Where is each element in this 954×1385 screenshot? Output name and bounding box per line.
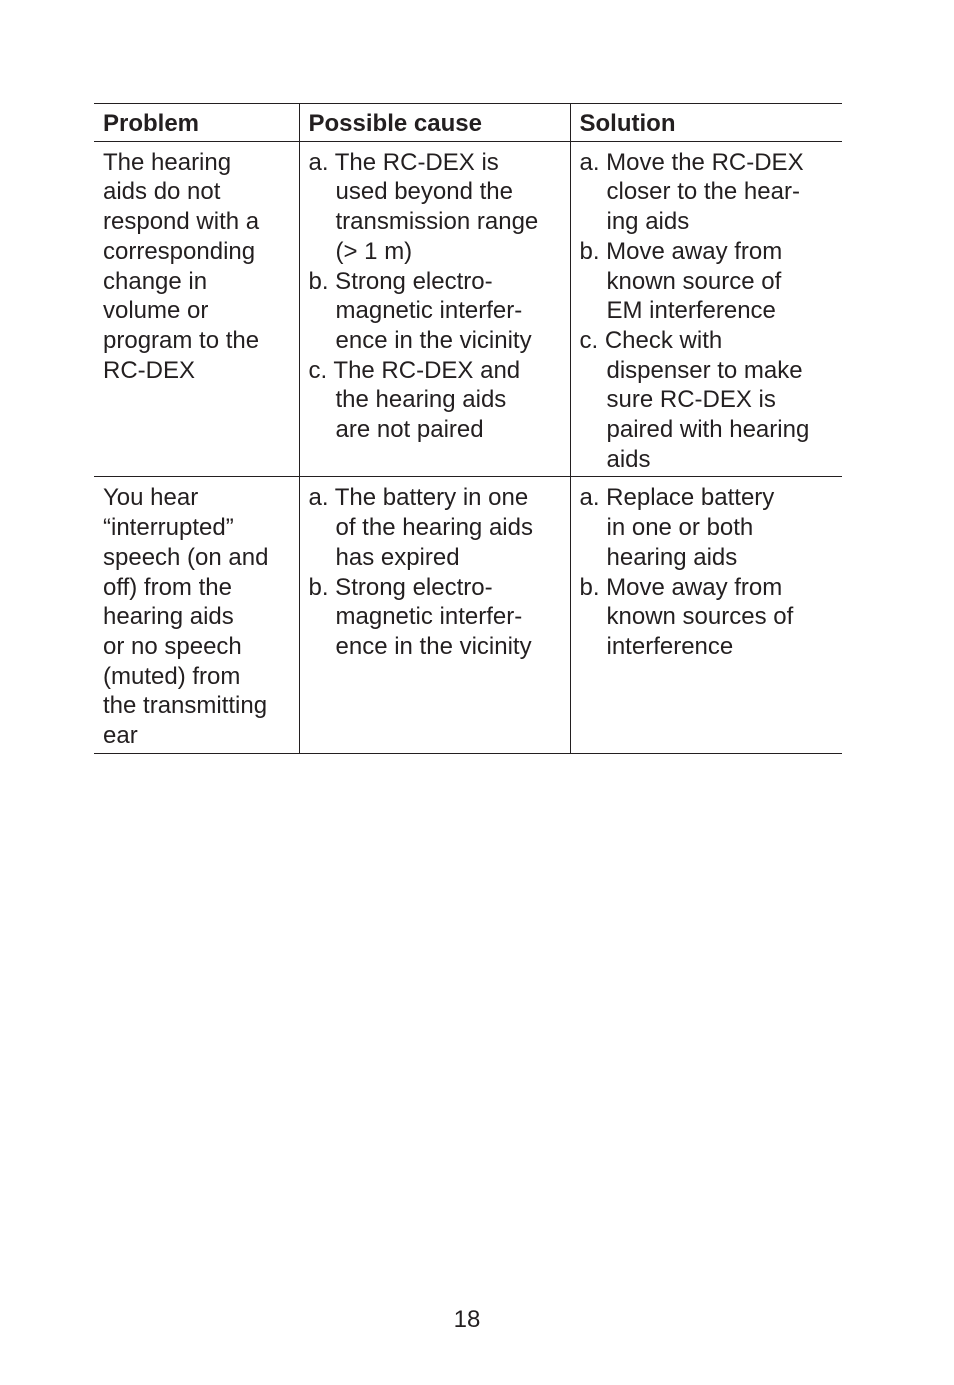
cause-line: c. The RC-DEX and [308,356,521,384]
problem-line: change in [103,267,208,295]
problem-line: off) from the [103,573,232,601]
cause-line: (> 1 m) [335,237,413,265]
cause-line: are not paired [335,416,484,444]
problem-line: You hear [103,484,199,512]
solution-line: a. Replace battery [579,484,775,512]
solution-line: c. Check with [579,326,723,354]
problem-line: program to the [103,326,260,354]
table-row [94,477,842,753]
problem-line: respond with a [103,208,260,236]
cause-line: magnetic interfer- [335,297,523,325]
solution-item-a [580,148,835,237]
problem-line: “interrupted” [103,514,234,542]
cause-item-c [309,356,562,445]
solution-line: EM interference [606,297,776,325]
cause-line: of the hearing aids [335,514,533,542]
cause-line: a. The RC-DEX is [308,148,499,176]
cause-line: ence in the vicinity [335,632,532,660]
problem-line: the transmitting [103,692,268,720]
table-row [94,141,842,477]
cause-line: magnetic interfer- [335,603,523,631]
problem-line: corresponding [103,237,256,265]
problem-line: The hearing [103,148,232,176]
problem-line: aids do not [103,178,221,206]
cause-line: ence in the vicinity [335,326,532,354]
solution-line: dispenser to make [606,356,803,384]
problem-line: or no speech [103,632,242,660]
solution-line: hearing aids [606,543,738,571]
header-possible-cause: Possible cause [299,104,570,142]
solution-line: in one or both [606,514,754,542]
cause-cell [299,477,570,753]
cause-line: b. Strong electro- [308,573,493,601]
solution-line: b. Move away from [579,237,783,265]
problem-line: ear [103,722,138,750]
problem-line: volume or [103,297,209,325]
cause-line: transmission range [335,208,539,236]
cause-line: a. The battery in one [308,484,529,512]
problem-line: (muted) from [103,662,241,690]
cause-cell [299,141,570,477]
solution-line: known sources of [606,603,794,631]
cause-item-b [309,573,562,662]
cause-item-a [309,483,562,572]
solution-item-a [580,483,835,572]
solution-item-b [580,573,835,662]
page-number: 18 [453,1306,481,1333]
cause-line: used beyond the [335,178,513,206]
header-solution: Solution [570,104,842,142]
solution-line: b. Move away from [579,573,783,601]
cause-line: b. Strong electro- [308,267,493,295]
solution-line: paired with hearing [606,416,810,444]
solution-item-b [580,237,835,326]
cause-item-b [309,267,562,356]
problem-cell [94,477,299,753]
table-header-row [94,104,842,142]
troubleshooting-table [94,103,842,754]
cause-item-a [309,148,562,267]
problem-cell [94,141,299,477]
solution-line: sure RC-DEX is [606,386,776,414]
problem-line: RC-DEX [103,356,196,384]
solution-line: closer to the hear- [606,178,800,206]
solution-item-c [580,326,835,475]
solution-cell [570,477,842,753]
solution-line: a. Move the RC-DEX [579,148,804,176]
problem-line: speech (on and [103,543,269,571]
solution-line: interference [606,632,734,660]
header-problem: Problem [94,104,299,142]
solution-line: known source of [606,267,782,295]
solution-line: aids [606,445,651,473]
solution-cell [570,141,842,477]
cause-line: the hearing aids [335,386,507,414]
problem-line: hearing aids [103,603,234,631]
solution-line: ing aids [606,208,690,236]
cause-line: has expired [335,543,460,571]
